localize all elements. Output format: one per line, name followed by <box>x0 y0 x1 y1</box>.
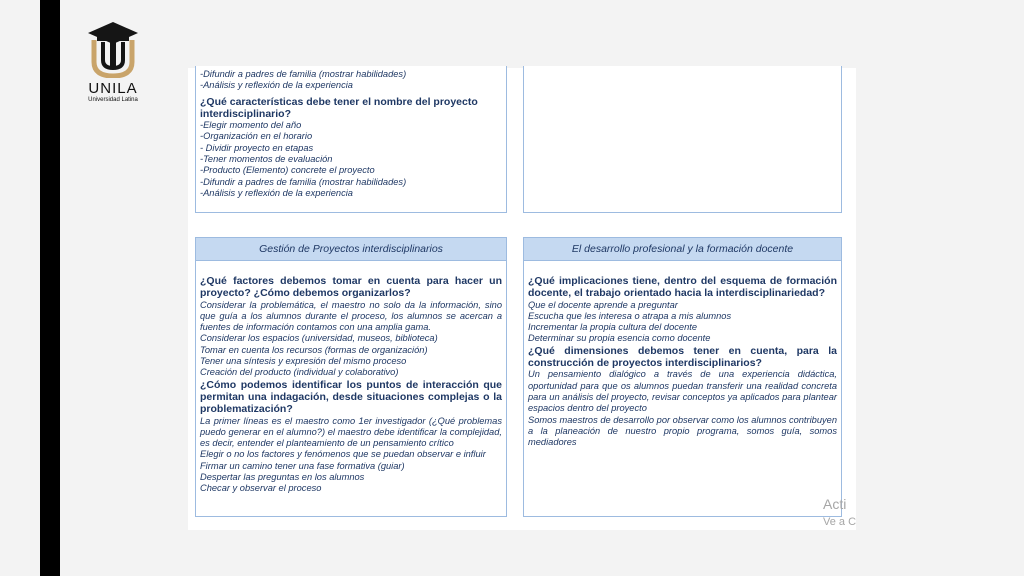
university-emblem-icon <box>86 20 140 78</box>
top-left-box <box>195 66 507 213</box>
paragraph: Somos maestros de desarrollo por observar como los alumnos contribuyen a la planeación de nuestro propio programa, somos guía, somos mediadores <box>528 414 838 448</box>
list-item: Firmar un camino tener una fase formativa (guiar) <box>200 460 405 471</box>
watermark-line: Acti <box>823 496 847 512</box>
document-page <box>188 68 856 530</box>
list-item: Tener una síntesis y expresión del mismo proceso <box>200 356 407 367</box>
question-heading: ¿Qué dimensiones debemos tener en cuenta, para la construcción de proyectos interdisciplinarios? <box>528 344 837 370</box>
bottom-left-box <box>195 237 507 517</box>
question-heading: ¿Qué características debe tener el nombre del proyecto interdisciplinario? <box>200 95 478 120</box>
list-item: -Producto (Elemento) concrete el proyecto <box>200 165 375 176</box>
unila-logo <box>78 20 148 103</box>
list-item: Escucha que les interesa o atrapa a mis alumnos <box>528 310 732 321</box>
question-heading: ¿Qué implicaciones tiene, dentro del esquema de formación docente, el trabajo orientado hacia la interdisciplinariedad? <box>528 275 837 300</box>
paragraph: Considerar la problemática, el maestro no solo da la información, sino que guía a los alumnos durante el proceso, los alumnos se acercan a fuentes de información contamos con una amplia gama. <box>200 299 502 333</box>
list-item: Incrementar la propia cultura del docente <box>528 322 697 333</box>
list-item: -Difundir a padres de familia (mostrar habilidades) <box>200 176 407 187</box>
left-black-bar <box>40 0 60 576</box>
list-item: -Elegir momento del año <box>200 120 302 131</box>
question-heading: ¿Qué factores debemos tomar en cuenta para hacer un proyecto? ¿Cómo debemos organizarlos? <box>200 275 502 300</box>
list-item: Creación del producto (individual y colaborativo) <box>200 367 399 378</box>
paragraph: Un pensamiento dialógico a través de una experiencia didáctica, oportunidad para que os alumnos puedan transferir una realidad concreta para un análisis del proyecto, revisar conceptos ya aplicados para plantear espacios dentro del proyecto <box>528 369 837 414</box>
list-item: -Difundir a padres de familia (mostrar habilidades) <box>200 69 407 79</box>
paragraph: La primer líneas es el maestro como 1er investigador (¿Qué problemas puedo generar en el alumno?) el maestro debe identificar la complejidad, es decir, entender el planteamiento de un pensamiento crítico <box>200 415 502 449</box>
list-item: -Organización en el horario <box>200 131 313 142</box>
list-item: Determinar su propia esencia como docente <box>528 333 711 344</box>
logo-name: UNILA <box>88 80 138 97</box>
list-item: -Análisis y reflexión de la experiencia <box>200 187 353 198</box>
list-item: Despertar las preguntas en los alumnos <box>200 472 365 483</box>
list-item: Considerar los espacios (universidad, museos, biblioteca) <box>200 333 438 344</box>
list-item: Que el docente aprende a preguntar <box>528 299 678 310</box>
bottom-right-box <box>523 237 842 517</box>
list-item: -Tener momentos de evaluación <box>200 154 333 165</box>
logo-subtitle: Universidad Latina <box>88 97 138 103</box>
list-item: Elegir o no los factores y fenómenos que se puedan observar e influir <box>200 449 486 460</box>
list-item: - Dividir proyecto en etapas <box>200 142 314 153</box>
activation-watermark <box>823 495 856 531</box>
question-heading: ¿Cómo podemos identificar los puntos de interacción que permitan una indagación, desde situaciones complejas o la problematización? <box>200 378 502 416</box>
list-item: Checar y observar el proceso <box>200 483 322 494</box>
watermark-line: Ve a C <box>823 516 857 528</box>
list-item: Tomar en cuenta los recursos (formas de organización) <box>200 344 428 355</box>
section-header: El desarrollo profesional y la formación docente <box>524 238 841 261</box>
top-right-box <box>523 66 842 213</box>
list-item: -Análisis y reflexión de la experiencia <box>200 80 353 91</box>
section-header: Gestión de Proyectos interdisciplinarios <box>196 238 506 261</box>
